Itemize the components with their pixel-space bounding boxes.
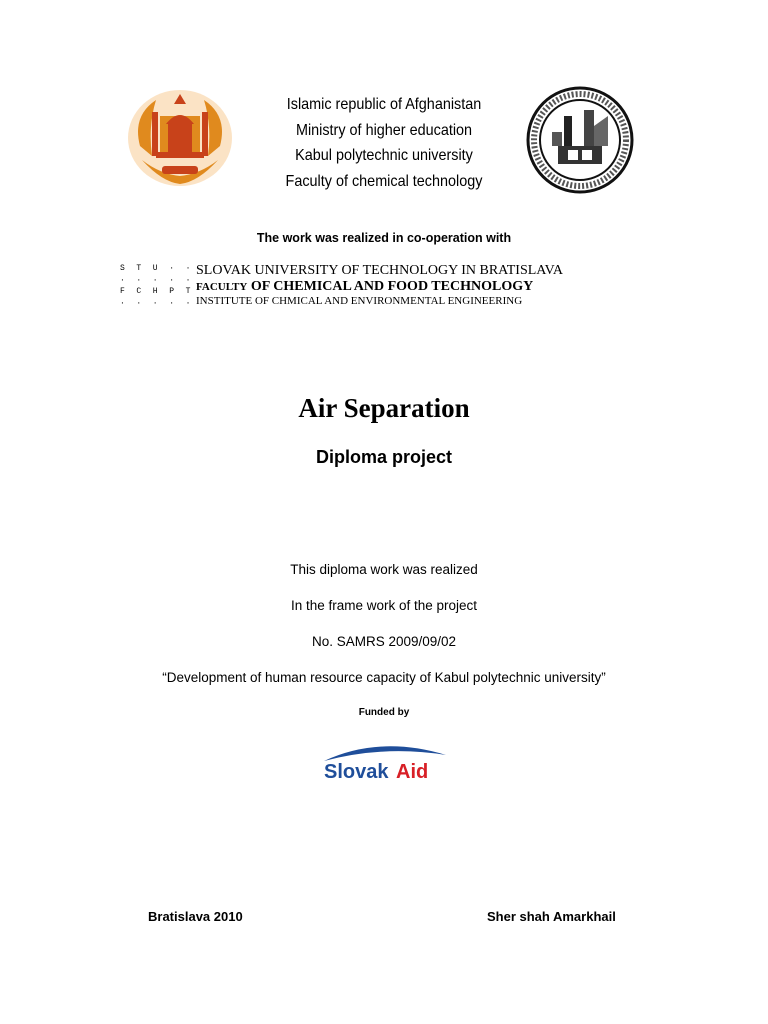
faculty-name — [196, 279, 563, 295]
slovak-aid-logo — [320, 737, 450, 785]
footer-author: Sher shah Amarkhail — [487, 909, 616, 924]
university-name: SLOVAK UNIVERSITY OF TECHNOLOGY IN BRATISLAVA — [196, 263, 564, 278]
stu-logo-row: · · · · · — [120, 275, 194, 285]
funded-by-label: Funded by — [358, 707, 410, 718]
header-line-country: Islamic republic of Afghanistan — [286, 96, 482, 113]
header-line-faculty: Faculty of chemical technology — [285, 172, 483, 190]
faculty-rest: OF CHEMICAL AND FOOD TECHNOLOGY — [247, 279, 534, 294]
para-realized: This diploma work was realized — [290, 562, 478, 577]
stu-logo-row: S T U · · — [120, 264, 194, 273]
cooperation-text: The work was realized in co-operation with — [256, 231, 512, 245]
faculty-prefix: FACULTY — [196, 281, 248, 293]
kabul-polytechnic-seal-icon — [524, 86, 636, 194]
stu-logo-row: · · · · · — [120, 298, 194, 308]
document-title: Air Separation — [298, 393, 470, 423]
footer-place-year: Bratislava 2010 — [148, 909, 243, 924]
document-subtitle: Diploma project — [315, 447, 453, 467]
institute-name: INSTITUTE OF CHMICAL AND ENVIRONMENTAL ENGINEERING — [196, 295, 523, 307]
para-project-title: “Development of human resource capacity of Kabul polytechnic university” — [162, 670, 606, 685]
header-block — [263, 92, 504, 194]
stu-fchpt-logo — [120, 263, 194, 313]
para-project-number: No. SAMRS 2009/09/02 — [311, 634, 457, 649]
university-block — [196, 262, 563, 308]
afghanistan-emblem-icon — [122, 86, 238, 188]
slovak-word: Slovak — [324, 761, 389, 783]
para-framework: In the frame work of the project — [290, 598, 478, 613]
stu-logo-row: F C H P T — [120, 287, 194, 296]
header-line-university: Kabul polytechnic university — [295, 147, 473, 164]
aid-word: Aid — [396, 761, 429, 783]
header-line-ministry: Ministry of higher education — [295, 121, 473, 139]
